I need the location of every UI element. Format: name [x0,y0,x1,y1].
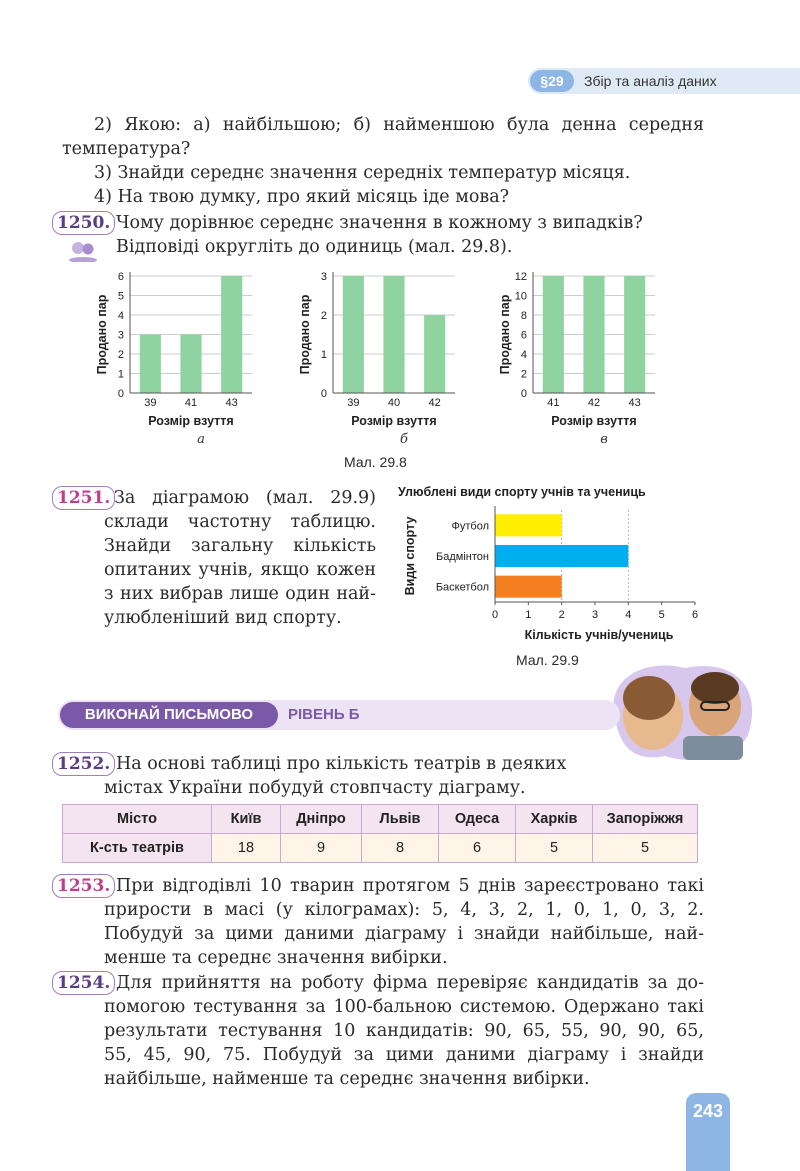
exercise-1254-line5: найбільше, найменше та середнє значення вибірки. [104,1069,590,1089]
exercise-1250-line2: Відповіді округліть до одиниць (мал. 29.8). [116,237,513,257]
question-4: 4) На твою думку, про який місяць іде мова? [94,187,510,207]
table-cell: К-сть театрів [63,834,212,863]
y-tick-label: 0 [117,388,124,400]
table-header-cell: Київ [212,805,281,834]
table-cell: 8 [362,834,439,863]
bar [583,276,604,393]
table-header-cell: Місто [63,805,212,834]
x-axis-label: Розмір взуття [148,414,234,428]
figure-29-8 [80,262,730,452]
x-tick-label: 40 [387,397,401,409]
chart-b [298,271,455,447]
hbar [495,514,562,536]
exercise-1253-line2: прирости в масі (у кілограмах): 5, 4, 3, 2, 1, 0, 1, 0, 3, 2. [104,900,704,920]
exercise-1251-line2: склади частотну таблицю. [104,512,376,532]
bar [624,276,645,393]
chart-subcaption: а [197,432,205,447]
question-2-line1: 2) Якою: а) найбільшою; б) найменшою була денна середня [94,115,704,135]
exercise-1251-line6: улюбленіший вид спорту. [104,608,342,628]
exercise-number-1250: 1250. [52,211,115,235]
category-label: Баскетбол [435,581,489,594]
y-tick-label: 5 [117,290,124,303]
write-task-label: ВИКОНАЙ ПИСЬМОВО [60,702,278,728]
x-tick-label: 2 [558,609,565,621]
y-tick-label: 4 [117,310,124,322]
x-axis-label: Розмір взуття [551,414,637,428]
students-photo [605,658,755,762]
figure-29-9-caption: Мал. 29.9 [516,652,579,668]
y-tick-label: 4 [520,349,527,361]
exercise-1253-line4: менше та середнє значення вибірки. [104,948,448,968]
exercise-1253-line3: Побудуй за цими даними діаграму і знайди найбільше, най- [104,924,704,944]
section-number-badge: §29 [530,70,574,92]
exercise-1254-line4: 55, 45, 90, 75. Побудуй за цими даними діаграму і знайди [104,1045,704,1065]
exercise-1251-line3: Знайди загальну кількість [104,536,376,556]
table-header-cell: Львів [362,805,439,834]
y-tick-label: 8 [520,310,527,322]
table-cell: 5 [516,834,593,863]
y-tick-label: 2 [520,368,527,381]
x-tick-label: 43 [628,397,641,409]
exercise-number-1253: 1253. [52,874,115,898]
exercise-1251-line4: опитаних учнів, якщо кожен [104,560,376,580]
x-tick-label: 41 [547,397,560,409]
y-axis-label: Види спорту [403,516,417,596]
x-tick-label: 5 [658,609,665,621]
question-2-line2: температура? [62,139,191,159]
category-label: Футбол [451,520,489,533]
x-tick-label: 39 [347,397,360,409]
bar [424,315,445,393]
figure-29-9-chart [398,480,716,650]
y-axis-label: Продано пар [498,294,512,375]
table-cell: 9 [281,834,362,863]
chart-subcaption: в [600,432,608,447]
table-header-cell: Харків [516,805,593,834]
exercise-1250-line1: Чому дорівнює середнє значення в кожному з випадків? [116,213,643,233]
exercise-1253-line1: При відгодівлі 10 тварин протягом 5 днів зареєстровано такі [116,876,704,896]
section-title: Збір та аналіз даних [584,73,717,89]
table-header-row [63,805,698,834]
x-tick-label: 39 [144,397,157,409]
x-tick-label: 3 [591,609,599,621]
chart-c [498,271,655,447]
x-tick-label: 0 [491,609,499,621]
table-header-cell: Дніпро [281,805,362,834]
category-label: Бадмінтон [436,551,489,563]
exercise-number-1251: 1251. [52,486,115,510]
level-label: РІВЕНЬ Б [288,706,360,723]
exercise-1252-line2: містах України побудуй стовпчасту діаграму. [104,778,526,798]
theaters-table [62,804,698,863]
table-header-cell: Запоріжжя [593,805,698,834]
x-tick-label: 6 [691,609,699,621]
x-axis-label: Кількість учнів/учениць [524,628,674,642]
y-tick-label: 3 [117,329,124,342]
exercise-1254-line2: помогою тестування за 100-бальною системою. Одержано такі [104,997,704,1017]
chart-a [95,271,252,447]
x-tick-label: 41 [184,397,198,409]
y-tick-label: 2 [117,349,124,361]
exercise-number-1252: 1252. [52,752,115,776]
table-cell: 6 [439,834,516,863]
y-tick-label: 0 [320,388,327,400]
chart-title: Улюблені види спорту учнів та учениць [398,485,646,499]
bar [221,276,242,393]
y-tick-label: 6 [520,329,527,342]
y-tick-label: 3 [320,271,327,283]
hbar [495,576,562,598]
exercise-1254-line1: Для прийняття на роботу фірма перевіряє кандидатів за до- [116,973,704,993]
x-tick-label: 1 [525,609,532,621]
figure-29-8-caption: Мал. 29.8 [344,454,407,470]
bar [383,276,404,393]
chart-subcaption: б [400,432,408,447]
table-header-cell: Одеса [439,805,516,834]
exercise-1251-line1: За діаграмою (мал. 29.9) [114,488,376,508]
y-tick-label: 1 [117,368,124,381]
exercise-1254-line3: результати тестування 10 кандидатів: 90, 65, 55, 90, 90, 65, [104,1021,704,1041]
exercise-number-1254: 1254. [52,971,115,995]
bar [343,276,364,393]
table-cell: 5 [593,834,698,863]
y-tick-label: 1 [320,349,327,361]
y-tick-label: 2 [320,310,327,322]
question-3: 3) Знайди середнє значення середніх температур місяця. [94,163,631,183]
bar [543,276,564,393]
x-tick-label: 42 [587,397,601,409]
x-axis-label: Розмір взуття [351,414,437,428]
exercise-1251-line5: з них вибрав лише один най- [104,584,376,604]
bar [180,335,201,394]
y-axis-label: Продано пар [95,294,109,375]
table-cell: 18 [212,834,281,863]
bar [140,335,161,394]
y-tick-label: 12 [514,271,527,283]
y-tick-label: 0 [520,388,527,400]
group-work-icon [66,240,100,262]
hbar [495,545,628,567]
x-tick-label: 43 [225,397,238,409]
exercise-1252-line1: На основі таблиці про кількість театрів в деяких [116,754,567,774]
y-tick-label: 6 [117,271,124,283]
table-row [63,834,698,863]
x-tick-label: 4 [625,609,632,621]
y-tick-label: 10 [514,290,527,303]
page-number: 243 [686,1093,730,1171]
x-tick-label: 42 [428,397,441,409]
y-axis-label: Продано пар [298,294,312,375]
